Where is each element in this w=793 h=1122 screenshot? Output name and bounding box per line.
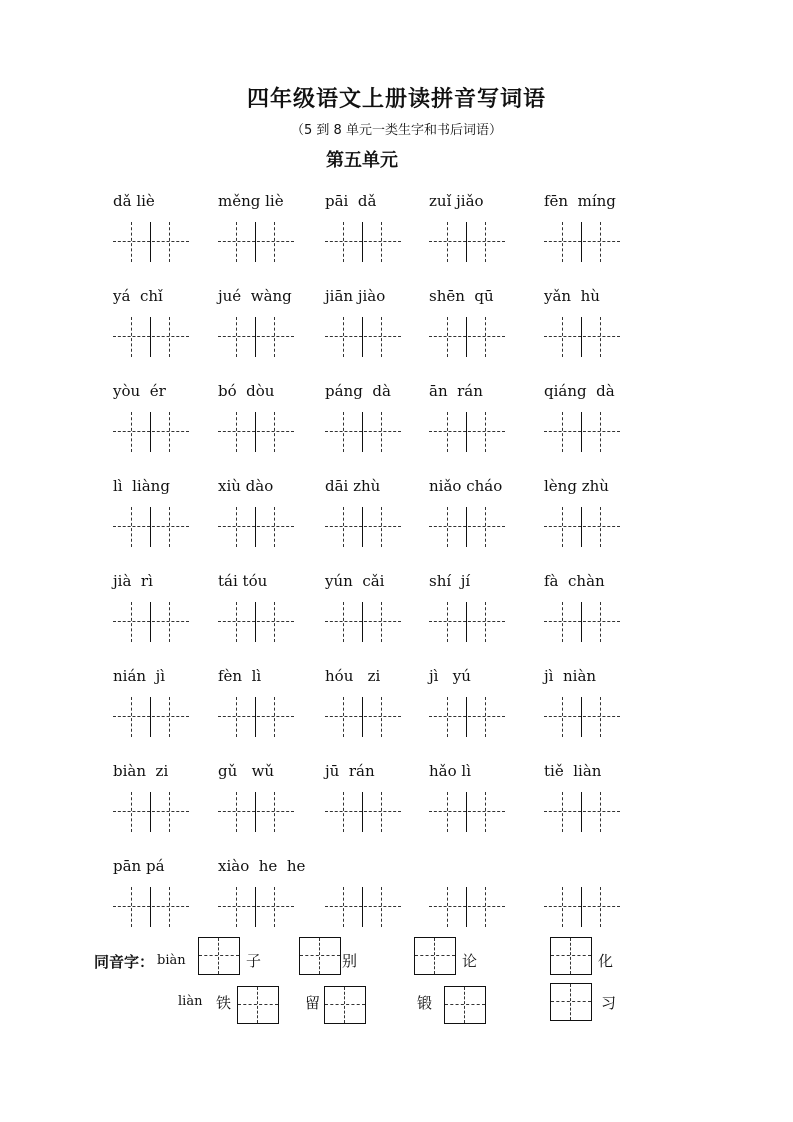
pinyin-prompt: niǎo cháo [429,477,503,495]
pinyin-prompt: gǔ wǔ [218,762,275,780]
writing-grid[interactable] [325,602,401,642]
pinyin-prompt: dāi zhù [325,477,381,495]
writing-grid[interactable] [218,412,294,452]
homophone-char: 化 [598,952,614,970]
pinyin-prompt: pāi dǎ [325,192,377,210]
homophone-pinyin: liàn [178,994,203,1009]
pinyin-prompt: pān pá [113,857,165,875]
pinyin-prompt: fèn lì [218,667,262,685]
writing-grid[interactable] [113,792,189,832]
writing-grid[interactable] [544,697,620,737]
writing-grid[interactable] [429,887,505,927]
homophone-char: 锻 [417,994,433,1012]
answer-box[interactable] [550,983,592,1021]
writing-grid[interactable] [325,887,401,927]
homophone-label: 同音字： [94,953,155,971]
writing-grid[interactable] [325,412,401,452]
writing-grid[interactable] [544,602,620,642]
pinyin-prompt: páng dà [325,382,391,400]
writing-grid[interactable] [544,887,620,927]
homophone-char: 留 [305,994,321,1012]
writing-grid[interactable] [113,697,189,737]
writing-grid[interactable] [218,887,294,927]
answer-box[interactable] [324,986,366,1024]
pinyin-prompt: hǎo lì [429,762,471,780]
writing-grid[interactable] [218,507,294,547]
homophone-char: 习 [601,994,617,1012]
writing-grid[interactable] [429,697,505,737]
pinyin-prompt: hóu zi [325,667,381,685]
pinyin-prompt: ān rán [429,382,483,400]
pinyin-prompt: yǎn hù [544,287,600,305]
pinyin-prompt: zuǐ jiǎo [429,192,484,210]
answer-box[interactable] [198,937,240,975]
pinyin-prompt: fēn míng [544,192,616,210]
pinyin-prompt: jì niàn [544,667,597,685]
pinyin-prompt: biàn zi [113,762,169,780]
pinyin-prompt: xiù dào [218,477,274,495]
pinyin-prompt: jū rán [325,762,375,780]
writing-grid[interactable] [218,697,294,737]
homophone-char: 论 [462,952,478,970]
writing-grid[interactable] [325,222,401,262]
pinyin-prompt: jué wàng [218,287,292,305]
pinyin-prompt: jià rì [113,572,153,590]
writing-grid[interactable] [325,792,401,832]
writing-grid[interactable] [218,222,294,262]
answer-box[interactable] [444,986,486,1024]
writing-grid[interactable] [429,507,505,547]
pinyin-prompt: jiān jiào [325,287,386,305]
writing-grid[interactable] [113,887,189,927]
writing-grid[interactable] [113,317,189,357]
writing-grid[interactable] [218,317,294,357]
pinyin-prompt: dǎ liè [113,192,155,210]
writing-grid[interactable] [325,507,401,547]
writing-grid[interactable] [544,792,620,832]
page-title: 四年级语文上册读拼音写词语 [246,87,546,112]
homophone-char: 子 [246,952,262,970]
writing-grid[interactable] [113,507,189,547]
writing-grid[interactable] [113,602,189,642]
answer-box[interactable] [237,986,279,1024]
writing-grid[interactable] [544,412,620,452]
writing-grid[interactable] [325,697,401,737]
pinyin-prompt: lèng zhù [544,477,609,495]
pinyin-prompt: shēn qū [429,287,494,305]
writing-grid[interactable] [429,317,505,357]
page-subtitle: （5 到 8 单元一类生字和书后词语） [291,123,502,138]
writing-grid[interactable] [429,792,505,832]
pinyin-prompt: měng liè [218,192,284,210]
pinyin-prompt: lì liàng [113,477,170,495]
pinyin-prompt: bó dòu [218,382,275,400]
pinyin-prompt: tiě liàn [544,762,602,780]
pinyin-prompt: jì yú [429,667,471,685]
pinyin-prompt: shí jí [429,572,471,590]
pinyin-prompt: qiáng dà [544,382,615,400]
pinyin-prompt: xiào he he [218,857,306,875]
writing-grid[interactable] [113,222,189,262]
writing-grid[interactable] [544,507,620,547]
writing-grid[interactable] [429,222,505,262]
writing-grid[interactable] [544,222,620,262]
pinyin-prompt: nián jì [113,667,166,685]
writing-grid[interactable] [544,317,620,357]
pinyin-prompt: tái tóu [218,572,268,590]
pinyin-prompt: yòu ér [113,382,166,400]
writing-grid[interactable] [429,412,505,452]
writing-grid[interactable] [218,602,294,642]
writing-grid[interactable] [429,602,505,642]
answer-box[interactable] [550,937,592,975]
pinyin-prompt: yún cǎi [325,572,385,590]
pinyin-prompt: fà chàn [544,572,605,590]
answer-box[interactable] [414,937,456,975]
pinyin-prompt: yá chǐ [113,287,163,305]
unit-title: 第五单元 [326,150,398,171]
homophone-char: 铁 [216,994,232,1012]
homophone-char: 别 [342,952,358,970]
writing-grid[interactable] [218,792,294,832]
writing-grid[interactable] [325,317,401,357]
writing-grid[interactable] [113,412,189,452]
answer-box[interactable] [299,937,341,975]
homophone-pinyin: biàn [157,953,186,968]
